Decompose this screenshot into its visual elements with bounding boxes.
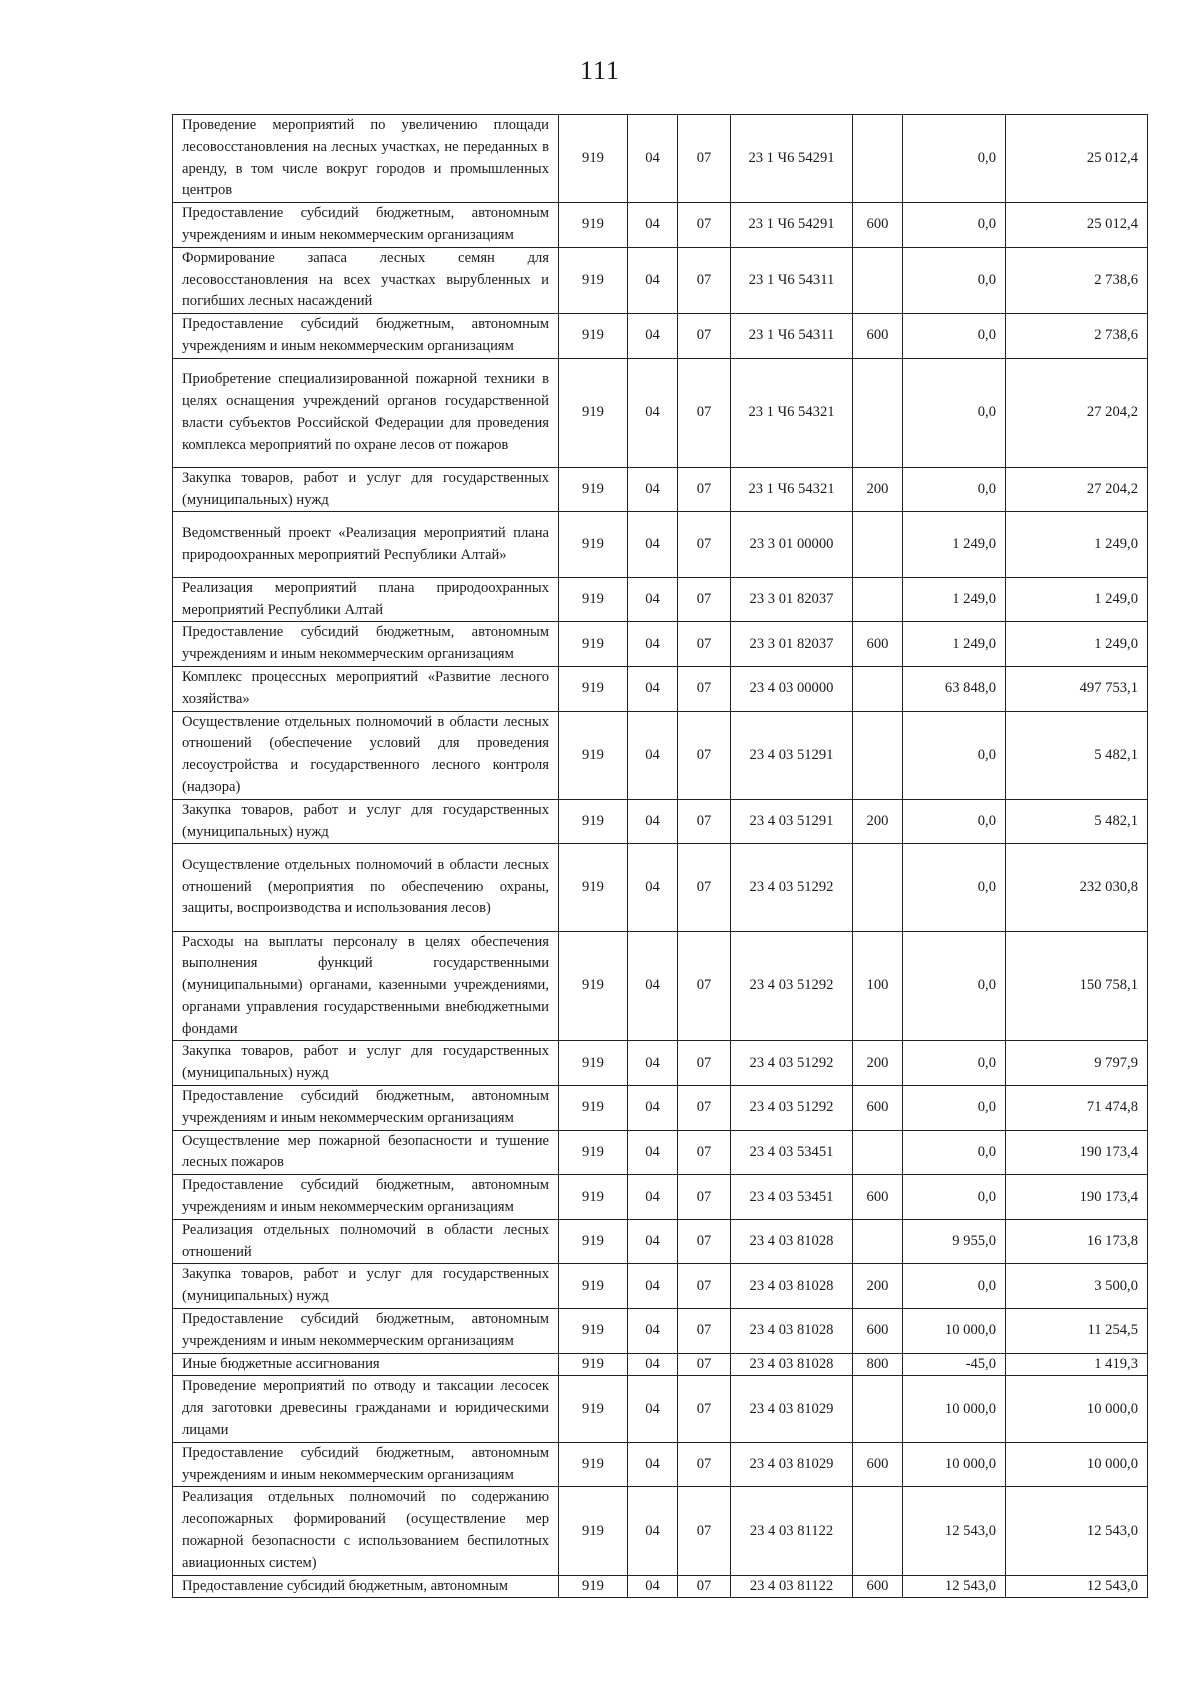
subsection-code-cell: 07 [678,1376,731,1442]
ministry-code-cell: 919 [559,931,628,1041]
table-row [173,115,1148,203]
ministry-code-cell: 919 [559,314,628,359]
amount-change-cell: 0,0 [903,1175,1006,1220]
table-body [173,115,1148,1598]
subsection-code-cell: 07 [678,1130,731,1175]
ministry-code-cell: 919 [559,1376,628,1442]
subsection-code-cell: 07 [678,1264,731,1309]
row-name-cell: Предоставление субсидий бюджетным, автономным учреждениям и иным некоммерческим организациям [173,314,559,359]
target-article-cell: 23 4 03 81028 [731,1353,853,1376]
expense-type-cell [853,1219,903,1264]
expense-type-cell [853,1487,903,1575]
section-code-cell: 04 [628,931,678,1041]
amount-total-cell: 12 543,0 [1006,1487,1148,1575]
ministry-code-cell: 919 [559,1353,628,1376]
table-row [173,358,1148,467]
ministry-code-cell: 919 [559,1264,628,1309]
expense-type-cell: 200 [853,1041,903,1086]
ministry-code-cell: 919 [559,1086,628,1131]
expense-type-cell [853,1376,903,1442]
table-row [173,1175,1148,1220]
target-article-cell: 23 3 01 00000 [731,512,853,577]
amount-total-cell: 71 474,8 [1006,1086,1148,1131]
target-article-cell: 23 4 03 51292 [731,1086,853,1131]
amount-change-cell: 10 000,0 [903,1376,1006,1442]
row-name-cell: Осуществление отдельных полномочий в области лесных отношений (обеспечение условий для проведения лесоустройства и государственного лесного контроля (надзора) [173,711,559,799]
expense-type-cell: 200 [853,467,903,512]
amount-change-cell: 0,0 [903,799,1006,844]
expense-type-cell: 100 [853,931,903,1041]
ministry-code-cell: 919 [559,358,628,467]
expense-type-cell [853,711,903,799]
subsection-code-cell: 07 [678,1442,731,1487]
row-name-cell: Реализация мероприятий плана природоохранных мероприятий Республики Алтай [173,577,559,622]
table-row [173,247,1148,313]
subsection-code-cell: 07 [678,203,731,248]
expense-type-cell: 600 [853,1175,903,1220]
section-code-cell: 04 [628,314,678,359]
amount-change-cell: 0,0 [903,1086,1006,1131]
row-name-cell: Осуществление мер пожарной безопасности и тушение лесных пожаров [173,1130,559,1175]
ministry-code-cell: 919 [559,1219,628,1264]
row-name-cell: Закупка товаров, работ и услуг для государственных (муниципальных) нужд [173,799,559,844]
expense-type-cell [853,1130,903,1175]
table-row [173,622,1148,667]
target-article-cell: 23 4 03 81029 [731,1376,853,1442]
ministry-code-cell: 919 [559,1442,628,1487]
section-code-cell: 04 [628,512,678,577]
row-name-cell: Предоставление субсидий бюджетным, автономным учреждениям и иным некоммерческим организациям [173,1086,559,1131]
row-name-cell: Формирование запаса лесных семян для лесовосстановления на всех участках вырубленных и погибших лесных насаждений [173,247,559,313]
amount-total-cell: 16 173,8 [1006,1219,1148,1264]
target-article-cell: 23 1 Ч6 54321 [731,467,853,512]
amount-change-cell: 1 249,0 [903,512,1006,577]
target-article-cell: 23 4 03 51292 [731,931,853,1041]
subsection-code-cell: 07 [678,666,731,711]
ministry-code-cell: 919 [559,1041,628,1086]
amount-change-cell: 0,0 [903,844,1006,931]
amount-total-cell: 2 738,6 [1006,247,1148,313]
subsection-code-cell: 07 [678,1219,731,1264]
section-code-cell: 04 [628,1487,678,1575]
ministry-code-cell: 919 [559,512,628,577]
section-code-cell: 04 [628,577,678,622]
amount-change-cell: 9 955,0 [903,1219,1006,1264]
row-name-cell: Реализация отдельных полномочий в области лесных отношений [173,1219,559,1264]
subsection-code-cell: 07 [678,711,731,799]
table-row [173,1130,1148,1175]
amount-change-cell: 0,0 [903,711,1006,799]
subsection-code-cell: 07 [678,1575,731,1598]
amount-change-cell: -45,0 [903,1353,1006,1376]
amount-total-cell: 10 000,0 [1006,1376,1148,1442]
row-name-cell: Реализация отдельных полномочий по содержанию лесопожарных формирований (осуществление мер пожарной безопасности с использованием беспилотных авиационных систем) [173,1487,559,1575]
table-row [173,467,1148,512]
ministry-code-cell: 919 [559,577,628,622]
amount-total-cell: 27 204,2 [1006,467,1148,512]
amount-total-cell: 25 012,4 [1006,115,1148,203]
target-article-cell: 23 4 03 51291 [731,799,853,844]
amount-total-cell: 5 482,1 [1006,711,1148,799]
table-row [173,577,1148,622]
amount-change-cell: 63 848,0 [903,666,1006,711]
table-row [173,1264,1148,1309]
row-name-cell: Осуществление отдельных полномочий в области лесных отношений (мероприятия по обеспечению охраны, защиты, воспроизводства и использования лесов) [173,844,559,931]
expense-type-cell [853,247,903,313]
section-code-cell: 04 [628,203,678,248]
amount-total-cell: 497 753,1 [1006,666,1148,711]
section-code-cell: 04 [628,1442,678,1487]
expense-type-cell [853,115,903,203]
amount-total-cell: 10 000,0 [1006,1442,1148,1487]
row-name-cell: Предоставление субсидий бюджетным, автономным учреждениям и иным некоммерческим организациям [173,203,559,248]
row-name-cell: Закупка товаров, работ и услуг для государственных (муниципальных) нужд [173,1041,559,1086]
amount-total-cell: 1 249,0 [1006,512,1148,577]
target-article-cell: 23 4 03 81028 [731,1219,853,1264]
table-row [173,1309,1148,1354]
target-article-cell: 23 1 Ч6 54291 [731,203,853,248]
table-row [173,1487,1148,1575]
target-article-cell: 23 4 03 81028 [731,1309,853,1354]
target-article-cell: 23 3 01 82037 [731,622,853,667]
target-article-cell: 23 4 03 53451 [731,1175,853,1220]
subsection-code-cell: 07 [678,577,731,622]
ministry-code-cell: 919 [559,622,628,667]
subsection-code-cell: 07 [678,1487,731,1575]
section-code-cell: 04 [628,247,678,313]
subsection-code-cell: 07 [678,512,731,577]
ministry-code-cell: 919 [559,1175,628,1220]
ministry-code-cell: 919 [559,115,628,203]
amount-change-cell: 0,0 [903,358,1006,467]
row-name-cell: Комплекс процессных мероприятий «Развитие лесного хозяйства» [173,666,559,711]
row-name-cell: Предоставление субсидий бюджетным, автономным [173,1575,559,1598]
section-code-cell: 04 [628,1353,678,1376]
subsection-code-cell: 07 [678,1175,731,1220]
amount-total-cell: 1 419,3 [1006,1353,1148,1376]
target-article-cell: 23 4 03 51292 [731,844,853,931]
expense-type-cell: 600 [853,1309,903,1354]
amount-change-cell: 0,0 [903,314,1006,359]
amount-change-cell: 0,0 [903,115,1006,203]
expense-type-cell: 600 [853,314,903,359]
target-article-cell: 23 4 03 81122 [731,1575,853,1598]
subsection-code-cell: 07 [678,247,731,313]
section-code-cell: 04 [628,1041,678,1086]
target-article-cell: 23 1 Ч6 54311 [731,247,853,313]
table-row [173,1219,1148,1264]
section-code-cell: 04 [628,1130,678,1175]
amount-change-cell: 0,0 [903,467,1006,512]
expense-type-cell: 600 [853,1575,903,1598]
row-name-cell: Иные бюджетные ассигнования [173,1353,559,1376]
target-article-cell: 23 4 03 53451 [731,1130,853,1175]
section-code-cell: 04 [628,1219,678,1264]
amount-total-cell: 9 797,9 [1006,1041,1148,1086]
row-name-cell: Расходы на выплаты персоналу в целях обеспечения выполнения функций государственными (муниципальными) органами, казенными учреждениями, органами управления государственными внебюджетными фондами [173,931,559,1041]
row-name-cell: Проведение мероприятий по отводу и таксации лесосек для заготовки древесины гражданами и юридическими лицами [173,1376,559,1442]
amount-total-cell: 2 738,6 [1006,314,1148,359]
row-name-cell: Приобретение специализированной пожарной техники в целях оснащения учреждений органов государственной власти субъектов Российской Федерации для проведения комплекса мероприятий по охране лесов от пожаров [173,358,559,467]
subsection-code-cell: 07 [678,314,731,359]
target-article-cell: 23 3 01 82037 [731,577,853,622]
table-row [173,844,1148,931]
target-article-cell: 23 4 03 00000 [731,666,853,711]
row-name-cell: Предоставление субсидий бюджетным, автономным учреждениям и иным некоммерческим организациям [173,622,559,667]
expense-type-cell: 600 [853,1442,903,1487]
amount-change-cell: 0,0 [903,1130,1006,1175]
section-code-cell: 04 [628,1376,678,1442]
section-code-cell: 04 [628,467,678,512]
table-row [173,666,1148,711]
budget-table [172,114,1148,1598]
amount-total-cell: 3 500,0 [1006,1264,1148,1309]
amount-change-cell: 1 249,0 [903,577,1006,622]
expense-type-cell [853,666,903,711]
section-code-cell: 04 [628,799,678,844]
amount-total-cell: 190 173,4 [1006,1175,1148,1220]
amount-total-cell: 11 254,5 [1006,1309,1148,1354]
target-article-cell: 23 1 Ч6 54291 [731,115,853,203]
section-code-cell: 04 [628,1309,678,1354]
subsection-code-cell: 07 [678,799,731,844]
subsection-code-cell: 07 [678,844,731,931]
amount-total-cell: 25 012,4 [1006,203,1148,248]
table-row [173,314,1148,359]
section-code-cell: 04 [628,115,678,203]
target-article-cell: 23 1 Ч6 54311 [731,314,853,359]
subsection-code-cell: 07 [678,467,731,512]
amount-total-cell: 232 030,8 [1006,844,1148,931]
section-code-cell: 04 [628,1086,678,1131]
subsection-code-cell: 07 [678,931,731,1041]
row-name-cell: Закупка товаров, работ и услуг для государственных (муниципальных) нужд [173,467,559,512]
amount-change-cell: 0,0 [903,1264,1006,1309]
expense-type-cell: 600 [853,203,903,248]
expense-type-cell: 600 [853,622,903,667]
subsection-code-cell: 07 [678,1309,731,1354]
row-name-cell: Предоставление субсидий бюджетным, автономным учреждениям и иным некоммерческим организациям [173,1175,559,1220]
ministry-code-cell: 919 [559,1575,628,1598]
amount-total-cell: 1 249,0 [1006,577,1148,622]
row-name-cell: Проведение мероприятий по увеличению площади лесовосстановления на лесных участках, не переданных в аренду, в том числе вокруг городов и промышленных центров [173,115,559,203]
amount-change-cell: 10 000,0 [903,1442,1006,1487]
target-article-cell: 23 4 03 81122 [731,1487,853,1575]
table-row [173,1442,1148,1487]
amount-total-cell: 12 543,0 [1006,1575,1148,1598]
target-article-cell: 23 4 03 51292 [731,1041,853,1086]
ministry-code-cell: 919 [559,247,628,313]
page-number: 111 [579,56,621,85]
amount-change-cell: 0,0 [903,931,1006,1041]
target-article-cell: 23 4 03 81028 [731,1264,853,1309]
row-name-cell: Предоставление субсидий бюджетным, автономным учреждениям и иным некоммерческим организациям [173,1442,559,1487]
table-row [173,512,1148,577]
section-code-cell: 04 [628,711,678,799]
amount-total-cell: 150 758,1 [1006,931,1148,1041]
expense-type-cell [853,577,903,622]
ministry-code-cell: 919 [559,844,628,931]
subsection-code-cell: 07 [678,1353,731,1376]
amount-change-cell: 0,0 [903,203,1006,248]
table-row [173,931,1148,1041]
row-name-cell: Предоставление субсидий бюджетным, автономным учреждениям и иным некоммерческим организациям [173,1309,559,1354]
expense-type-cell: 600 [853,1086,903,1131]
section-code-cell: 04 [628,1175,678,1220]
amount-total-cell: 27 204,2 [1006,358,1148,467]
expense-type-cell: 200 [853,799,903,844]
ministry-code-cell: 919 [559,799,628,844]
section-code-cell: 04 [628,666,678,711]
expense-type-cell [853,358,903,467]
ministry-code-cell: 919 [559,203,628,248]
expense-type-cell [853,844,903,931]
amount-total-cell: 1 249,0 [1006,622,1148,667]
subsection-code-cell: 07 [678,622,731,667]
amount-change-cell: 12 543,0 [903,1575,1006,1598]
ministry-code-cell: 919 [559,711,628,799]
expense-type-cell: 200 [853,1264,903,1309]
section-code-cell: 04 [628,622,678,667]
amount-change-cell: 0,0 [903,1041,1006,1086]
ministry-code-cell: 919 [559,1309,628,1354]
section-code-cell: 04 [628,358,678,467]
row-name-cell: Ведомственный проект «Реализация мероприятий плана природоохранных мероприятий Республики Алтай» [173,512,559,577]
table-row [173,799,1148,844]
target-article-cell: 23 4 03 51291 [731,711,853,799]
ministry-code-cell: 919 [559,666,628,711]
expense-type-cell [853,512,903,577]
amount-total-cell: 5 482,1 [1006,799,1148,844]
table-row [173,203,1148,248]
ministry-code-cell: 919 [559,1487,628,1575]
amount-change-cell: 1 249,0 [903,622,1006,667]
table-row [173,1086,1148,1131]
table-row [173,1041,1148,1086]
table-row [173,1575,1148,1598]
subsection-code-cell: 07 [678,358,731,467]
subsection-code-cell: 07 [678,115,731,203]
amount-change-cell: 0,0 [903,247,1006,313]
amount-total-cell: 190 173,4 [1006,1130,1148,1175]
section-code-cell: 04 [628,1575,678,1598]
table-row [173,1353,1148,1376]
ministry-code-cell: 919 [559,467,628,512]
table-row [173,1376,1148,1442]
section-code-cell: 04 [628,1264,678,1309]
table-row [173,711,1148,799]
subsection-code-cell: 07 [678,1086,731,1131]
subsection-code-cell: 07 [678,1041,731,1086]
amount-change-cell: 10 000,0 [903,1309,1006,1354]
expense-type-cell: 800 [853,1353,903,1376]
target-article-cell: 23 1 Ч6 54321 [731,358,853,467]
section-code-cell: 04 [628,844,678,931]
target-article-cell: 23 4 03 81029 [731,1442,853,1487]
row-name-cell: Закупка товаров, работ и услуг для государственных (муниципальных) нужд [173,1264,559,1309]
amount-change-cell: 12 543,0 [903,1487,1006,1575]
ministry-code-cell: 919 [559,1130,628,1175]
